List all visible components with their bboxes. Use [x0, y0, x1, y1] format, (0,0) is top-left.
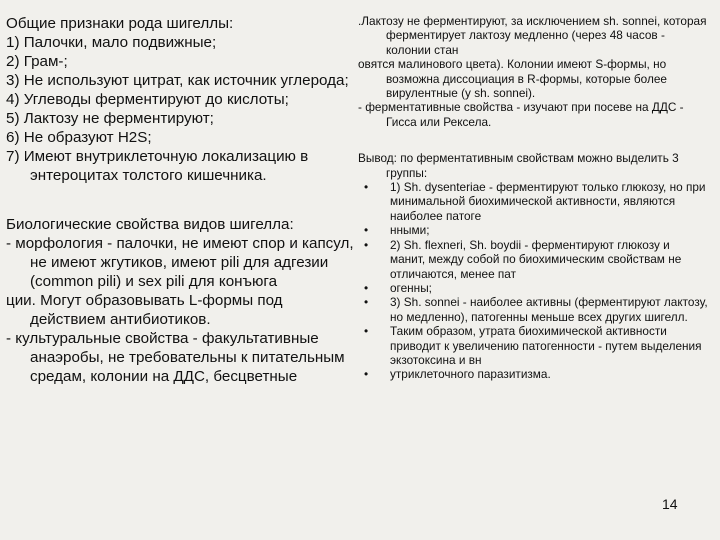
groups-list: [358, 180, 708, 382]
right-column: [358, 14, 708, 382]
left-line: 5) Лактозу не ферментируют;: [6, 110, 214, 127]
list-item: [358, 367, 708, 381]
list-item: [358, 238, 708, 281]
conclusion-line: Вывод: по ферментативным свойствам можно выделить 3 группы:: [358, 151, 679, 180]
spacer: [6, 185, 356, 215]
right-line: - ферментативные свойства - изучают при посеве на ДДС - Гисса или Рексела.: [358, 100, 684, 129]
bullet-icon: •: [364, 324, 369, 339]
list-item-text: Таким образом, утрата биохимической активности приводит к увеличению патогенности - путем выделения экзотоксина и вн: [390, 324, 702, 367]
list-item: [358, 295, 708, 324]
left-line: 3) Не используют цитрат, как источник углерода;: [6, 72, 349, 89]
left-line: Биологические свойства видов шигелла:: [6, 216, 294, 233]
right-line: .Лактозу не ферментируют, за исключением sh. sonnei, которая ферментирует лактозу медленно (через 48 часов - колонии стан: [358, 14, 707, 57]
bullet-icon: •: [364, 237, 369, 252]
left-line: ции. Могут образовывать L-формы под действием антибиотиков.: [6, 292, 283, 328]
left-line: - морфология - палочки, не имеют спор и капсул, не имеют жгутиков, имеют pili для адгезии (common pili) и sex pili для конъюга: [6, 235, 354, 290]
list-item-text: 1) Sh. dysenteriae - ферментируют только глюкозу, но при минимальной биохимической активности, являются наиболее патоге: [390, 180, 706, 223]
left-line: 6) Не образуют H2S;: [6, 129, 152, 146]
left-line: 4) Углеводы ферментируют до кислоты;: [6, 91, 289, 108]
list-item-text: огенны;: [390, 280, 432, 295]
bullet-icon: •: [364, 280, 369, 295]
list-item-text: 3) Sh. sonnei - наиболее активны (ферментируют лактозу, но медленно), патогенны меньше всех других шигелл.: [390, 295, 708, 324]
list-item-text: 2) Sh. flexneri, Sh. boydii - ферментируют глюкозу и манит, между собой по биохимическим свойствам не отличаются, менее пат: [390, 237, 682, 281]
bullet-icon: •: [364, 180, 369, 195]
left-line: Общие признаки рода шигеллы:: [6, 15, 234, 32]
list-item: [358, 180, 708, 223]
list-item: [358, 324, 708, 367]
right-line: овятся малинового цвета). Колонии имеют S-формы, но возможна диссоциация в R-формы, которые более вирулентные (у sh. sonnei).: [358, 57, 667, 101]
spacer: [358, 129, 708, 151]
left-line: 2) Грам-;: [6, 53, 68, 70]
left-column: [6, 14, 356, 386]
left-line: - культуральные свойства - факультативные анаэробы, не требовательны к питательным средам, колонии на ДДС, бесцветные: [6, 330, 345, 385]
page-number: 14: [662, 496, 678, 512]
left-line: 7) Имеют внутриклеточную локализацию в энтероцитах толстого кишечника.: [6, 148, 309, 184]
list-item: [358, 223, 708, 237]
left-line: 1) Палочки, мало подвижные;: [6, 34, 217, 51]
bullet-icon: •: [364, 223, 369, 238]
bullet-icon: •: [364, 295, 369, 310]
list-item-text: утриклеточного паразитизма.: [390, 367, 551, 382]
bullet-icon: •: [364, 367, 369, 382]
list-item: [358, 281, 708, 295]
list-item-text: нными;: [390, 223, 430, 238]
